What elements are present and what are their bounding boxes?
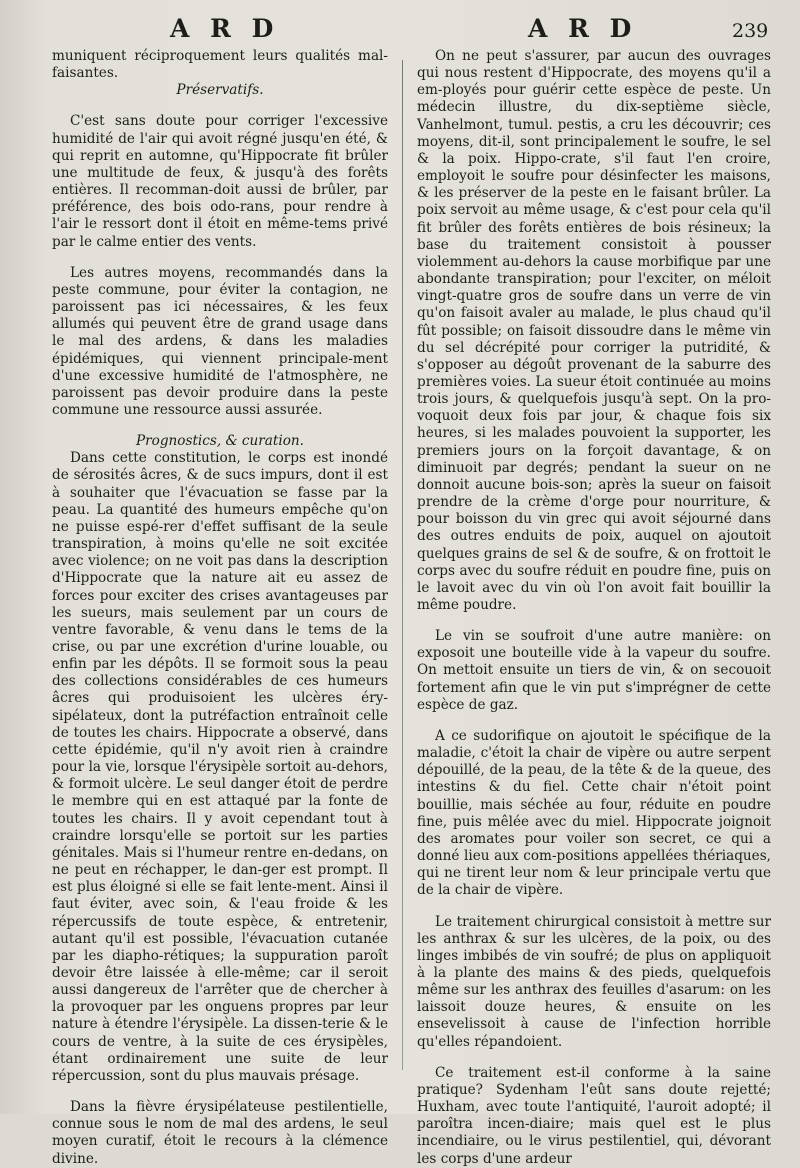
page-number: 239 bbox=[732, 20, 769, 42]
right-column bbox=[417, 48, 771, 1168]
section-heading-prognostics: Prognostics, & curation. bbox=[136, 433, 304, 450]
continued-paragraph: muniquent réciproquement leurs qualités mal-faisantes. bbox=[52, 48, 388, 82]
paragraph: Le vin se soufroit d'une autre manière: on exposoit une bouteille vide à la vapeur du soufre. On mettoit ensuite un tiers de vin, & on secouoit fortement afin que le vin put s'imprégner de cette espèce de gaz. bbox=[417, 628, 771, 713]
paragraph: C'est sans doute pour corriger l'excessive humidité de l'air qui avoit régné jusqu'en été, & qui reprit en automne, qu'Hippocrate fit brûler une multitude de feux, & jusqu'à des forêts entières. Il recomman-doit aussi de brûler, par préférence, des bois odo-rans, pour rendre à l'air le ressort dont il étoit en même-tems privé par le calme entier des vents. bbox=[52, 113, 388, 250]
paragraph: Les autres moyens, recommandés dans la peste commune, pour éviter la contagion, ne paroissent pas ici nécessaires, & les feux allumés qui peuvent être de grand usage dans le mal des ardens, & dans les maladies épidémiques, qui viennent principale-ment d'une excessive humidité de l'atmosphère, ne paroissent pas devoir produire dans la peste commune une ressource aussi assurée. bbox=[52, 264, 388, 418]
paragraph: Ce traitement est-il conforme à la saine pratique? Sydenham l'eût sans doute rejetté; Huxham, avec toute l'antiquité, l'auroit adopté; il paroîtra incen-diaire; mais quel est le plus incendiaire, ou le virus pestilentiel, qui, dévorant les corps d'une ardeur bbox=[417, 1064, 771, 1167]
section-heading-preservatifs: Préservatifs. bbox=[176, 82, 264, 99]
column-divider bbox=[402, 60, 403, 1070]
paragraph: Le traitement chirurgical consistoit à mettre sur les anthrax & sur les ulcères, de la poix, ou des linges imbibés de vin soufré; de plus on appliquoit à la plante des mains & des pieds, quelquefois même sur les anthrax des feuilles d'asarum: on les laissoit douze heures, & ensuite on les ensevelissoit à cause de l'infection horrible qu'elles répandoient. bbox=[417, 913, 771, 1050]
paragraph: On ne peut s'assurer, par aucun des ouvrages qui nous restent d'Hippocrate, des moyens qu'il a em-ployés pour guérir cette espèce de peste. Un médecin illustre, du dix-septième siècle, Vanhelmont, tumul. pestis, a cru les découvrir; ces moyens, dit-il, sont principalement le soufre, le sel & la poix. Hippo-crate, s'il faut l'en croire, employoit le soufre pour désinfecter les maisons, & les préserver de la peste en le faisant brûler. La poix servoit au même usage, & c'est pour cela qu'il fit brûler des forêts entières de bois résineux; la base du traitement consistoit à pousser violemment au-dehors la cause morbifique par une abondante transpiration; pour l'exciter, on méloit vingt-quatre gros de soufre dans un verre de vin qu'on faisoit avaler au malade, le plus chaud qu'il fût possible; on faisoit dissoudre dans le même vin du sel décrépité pour corriger la putridité, & s'opposer au dégoût provenant de la saburre des premières voies. La sueur étoit continuée au moins trois jours, & quelquefois jusqu'à sept. On la pro-voquoit deux fois par jour, & chaque fois six heures, si les malades pouvoient la supporter, les premiers jours on la forçoit davantage, & on diminuoit par degrés; pendant la sueur on ne donnoit aucune bois-son; après la sueur on faisoit prendre de la crème d'orge pour nourriture, & pour boisson du vin grec qui avoit séjourné dans des outres enduits de poix, auquel on ajoutoit quelques grains de sel & de soufre, & on frottoit le corps avec du soufre réduit en poudre fine, puis on le lavoit avec du vin où l'on avoit fait bouillir la même poudre. bbox=[417, 48, 771, 613]
paragraph: A ce sudorifique on ajoutoit le spécifique de la maladie, c'étoit la chair de vipère ou autre serpent dépouillé, de la peau, de la tête & de la queue, des intestins & du fiel. Cette chair n'étoit point bouillie, mais séchée au four, réduite en poudre fine, puis mêlée avec du miel. Hippocrate joignoit des aromates pour voiler son secret, ce qui a donné lieu aux com-positions appellées thériaques, qui ne tirent leur nom & leur principale vertu que de la chair de vipère. bbox=[417, 727, 771, 899]
running-head-left: A R D bbox=[170, 14, 280, 43]
running-head-right: A R D bbox=[528, 14, 638, 43]
left-column bbox=[52, 48, 388, 1168]
paragraph: Dans la fièvre érysipélateuse pestilentielle, connue sous le nom de mal des ardens, le seul moyen curatif, étoit le recours à la clémence divine. bbox=[52, 1099, 388, 1167]
paragraph: Dans cette constitution, le corps est inondé de sérosités âcres, & de sucs impurs, dont il est à souhaiter que l'évacuation se fasse par la peau. La quantité des humeurs empêche qu'on ne puisse espé-rer d'effet suffisant de la seule transpiration, à moins qu'elle ne soit excitée avec violence; on ne voit pas dans la description d'Hippocrate que la nature ait eu assez de forces pour exciter des crises avantageuses par les sueurs, mais seulement par un cours de ventre favorable, & venu dans le tems de la crise, ou par une excrétion d'urine louable, ou enfin par les dépôts. Il se formoit sous la peau des collections considérables de ces humeurs âcres qui produisoient les ulcères éry-sipélateux, dont la putréfaction entraînoit celle de toutes les chairs. Hippocrate a observé, dans cette épidémie, qu'il n'y avoit rien à craindre pour la vie, lorsque l'érysipèle sortoit au-dehors, & formoit ulcère. Le seul danger étoit de perdre le membre qui en est attaqué par la fonte de toutes les chairs. Il y avoit cependant tout à craindre lorsqu'elle se portoit sur les parties génitales. Mais si l'humeur rentre en-dedans, on ne peut en réchapper, le dan-ger est prompt. Il est plus éloigné si elle se fait lente-ment. Ainsi il faut éviter, avec soin, & l'eau froide & les répercussifs de toute espèce, & entretenir, autant qu'il est possible, l'évacuation cutanée par les diapho-rétiques; la suppuration paroît devoir être laissée à elle-même; car il seroit aussi dangereux de l'arrêter que de chercher à la provoquer par les onguens propres par leur nature à étendre l'érysipèle. La dissen-terie & le cours de ventre, à la suite de ces érysipèles, étant ordinairement une suite de leur répercussion, sont du plus mauvais présage. bbox=[52, 450, 388, 1084]
